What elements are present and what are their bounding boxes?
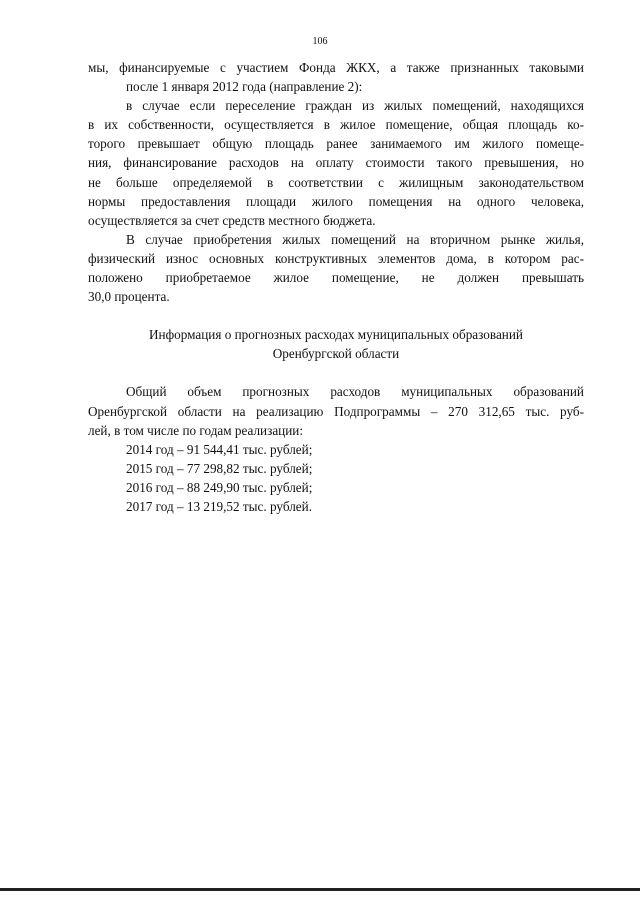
- text-line: в случае если переселение граждан из жилых помещений, находящихся: [126, 98, 584, 114]
- text-line: осуществляется за счет средств местного бюджета.: [88, 212, 376, 228]
- year-item: 2017 год – 13 219,52 тыс. рублей.: [126, 498, 312, 514]
- text-line: физический износ основных конструктивных элементов дома, в котором рас-: [88, 250, 584, 266]
- text-line: не больше определяемой в соответствии с жилищным законодательством: [88, 174, 584, 190]
- heading-line: Информация о прогнозных расходах муниципальных образований: [149, 327, 523, 343]
- section-heading: [88, 325, 584, 363]
- text-line: лей, в том числе по годам реализации:: [88, 422, 304, 438]
- text-line: В случае приобретения жилых помещений на вторичном рынке жилья,: [126, 231, 584, 247]
- years-list: [88, 440, 584, 516]
- year-item: 2015 год – 77 298,82 тыс. рублей;: [126, 460, 313, 476]
- text-line: Общий объем прогнозных расходов муниципальных образований: [126, 384, 584, 400]
- document-body: [88, 58, 584, 516]
- year-item: 2014 год – 91 544,41 тыс. рублей;: [126, 441, 313, 457]
- text-line: торого превышает общую площадь ранее занимаемого им жилого помеще-: [88, 136, 584, 152]
- heading-line: Оренбургской области: [272, 346, 400, 362]
- year-item: 2016 год – 88 249,90 тыс. рублей;: [126, 479, 313, 495]
- paragraph-resettlement: [88, 96, 584, 230]
- text-line: мы, финансируемые с участием Фонда ЖКХ, а также признанных таковыми: [88, 60, 584, 75]
- paragraph-secondary-market: [88, 230, 584, 306]
- bottom-border: [0, 888, 640, 891]
- text-line: Оренбургской области на реализацию Подпрограммы – 270 312,65 тыс. руб-: [88, 403, 584, 419]
- text-line: нормы предоставления площади жилого помещения на одного человека,: [88, 193, 584, 209]
- text-line: в их собственности, осуществляется в жилое помещение, общая площадь ко-: [88, 117, 584, 133]
- text-line: после 1 января 2012 года (направление 2):: [126, 79, 363, 95]
- paragraph-continuation: [88, 58, 584, 96]
- text-line: положено приобретаемое жилое помещение, не должен превышать: [88, 270, 584, 286]
- page-number: 106: [312, 36, 328, 47]
- text-line: 30,0 процента.: [88, 289, 170, 305]
- text-line: ния, финансирование расходов на оплату стоимости такого превышения, но: [88, 155, 584, 171]
- paragraph-total-expenses: [88, 382, 584, 439]
